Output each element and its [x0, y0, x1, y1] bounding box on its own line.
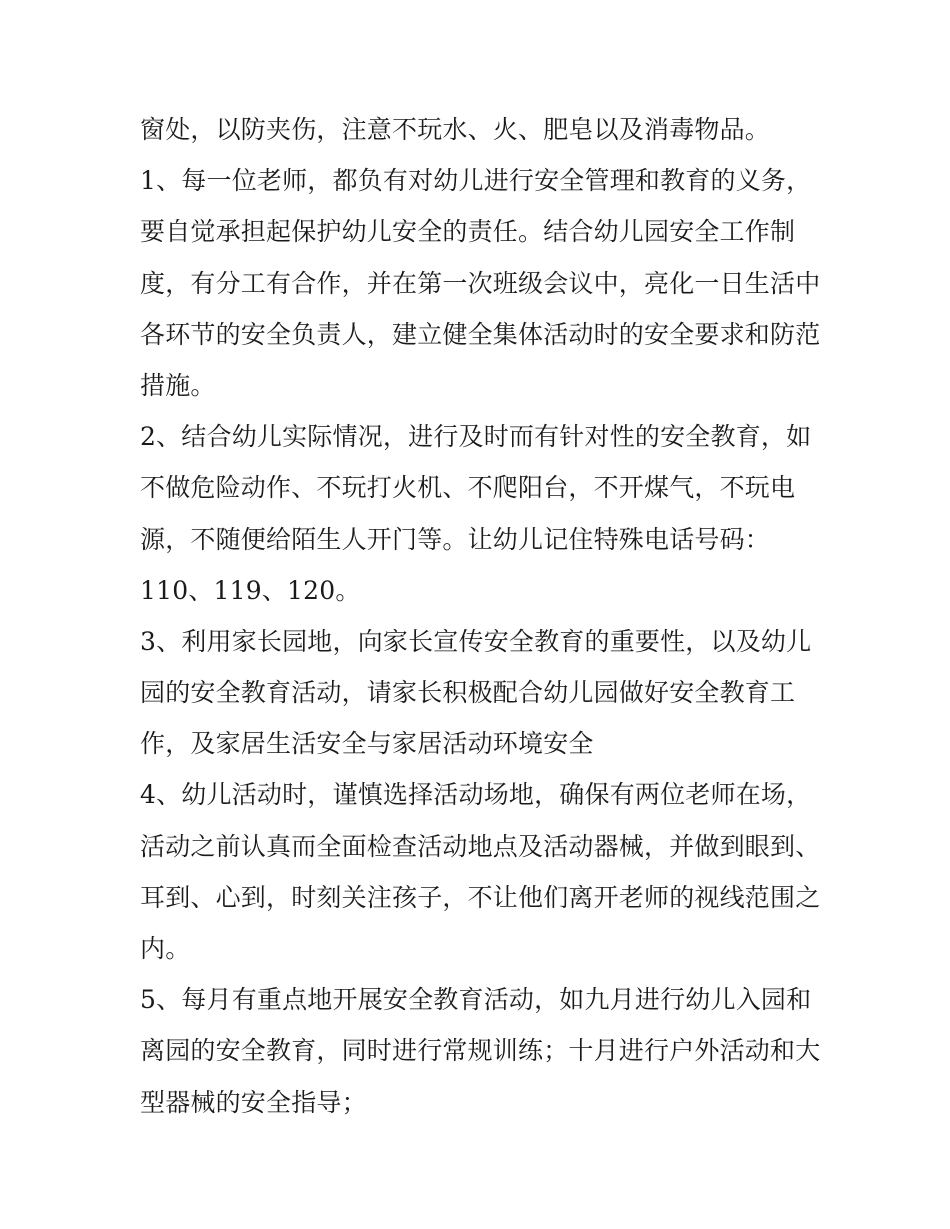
text-line: 窗处，以防夹伤，注意不玩水、火、肥皂以及消毒物品。: [140, 115, 771, 144]
text-line: 园的安全教育活动，请家长积极配合幼儿园做好安全教育工: [140, 678, 796, 708]
text-line: 耳到、心到，时刻关注孩子，不让他们离开老师的视线范围之: [140, 882, 821, 912]
text-line: 型器械的安全指导；: [140, 1087, 367, 1117]
text-line: 5、每月有重点地开展安全教育活动，如九月进行幼儿入园和: [140, 985, 812, 1015]
text-line: 3、利用家长园地，向家长宣传安全教育的重要性，以及幼儿: [140, 626, 812, 656]
text-line: 活动之前认真而全面检查活动地点及活动器械，并做到眼到、: [140, 831, 821, 861]
text-line: 离园的安全教育，同时进行常规训练；十月进行户外活动和大: [140, 1036, 821, 1066]
text-line: 各环节的安全负责人，建立健全集体活动时的安全要求和防范: [140, 319, 821, 349]
document-body: [140, 104, 840, 1128]
text-line: 不做危险动作、不玩打火机、不爬阳台，不开煤气，不玩电: [140, 473, 796, 503]
text-line: 度，有分工有合作，并在第一次班级会议中，亮化一日生活中: [140, 268, 821, 298]
text-line: 内。: [140, 934, 191, 963]
text-line: 4、幼儿活动时，谨慎选择活动场地，确保有两位老师在场，: [140, 780, 812, 810]
text-line: 110、119、120。: [140, 575, 361, 605]
text-line: 作，及家居生活安全与家居活动环境安全: [140, 729, 594, 759]
text-line: 2、结合幼儿实际情况，进行及时而有针对性的安全教育，如: [140, 422, 812, 452]
text-line: 1、每一位老师，都负有对幼儿进行安全管理和教育的义务，: [140, 166, 812, 196]
text-line: 源，不随便给陌生人开门等。让幼儿记住特殊电话号码：: [140, 524, 771, 554]
text-line: 要自觉承担起保护幼儿安全的责任。结合幼儿园安全工作制: [140, 217, 796, 247]
text-line: 措施。: [140, 370, 216, 400]
